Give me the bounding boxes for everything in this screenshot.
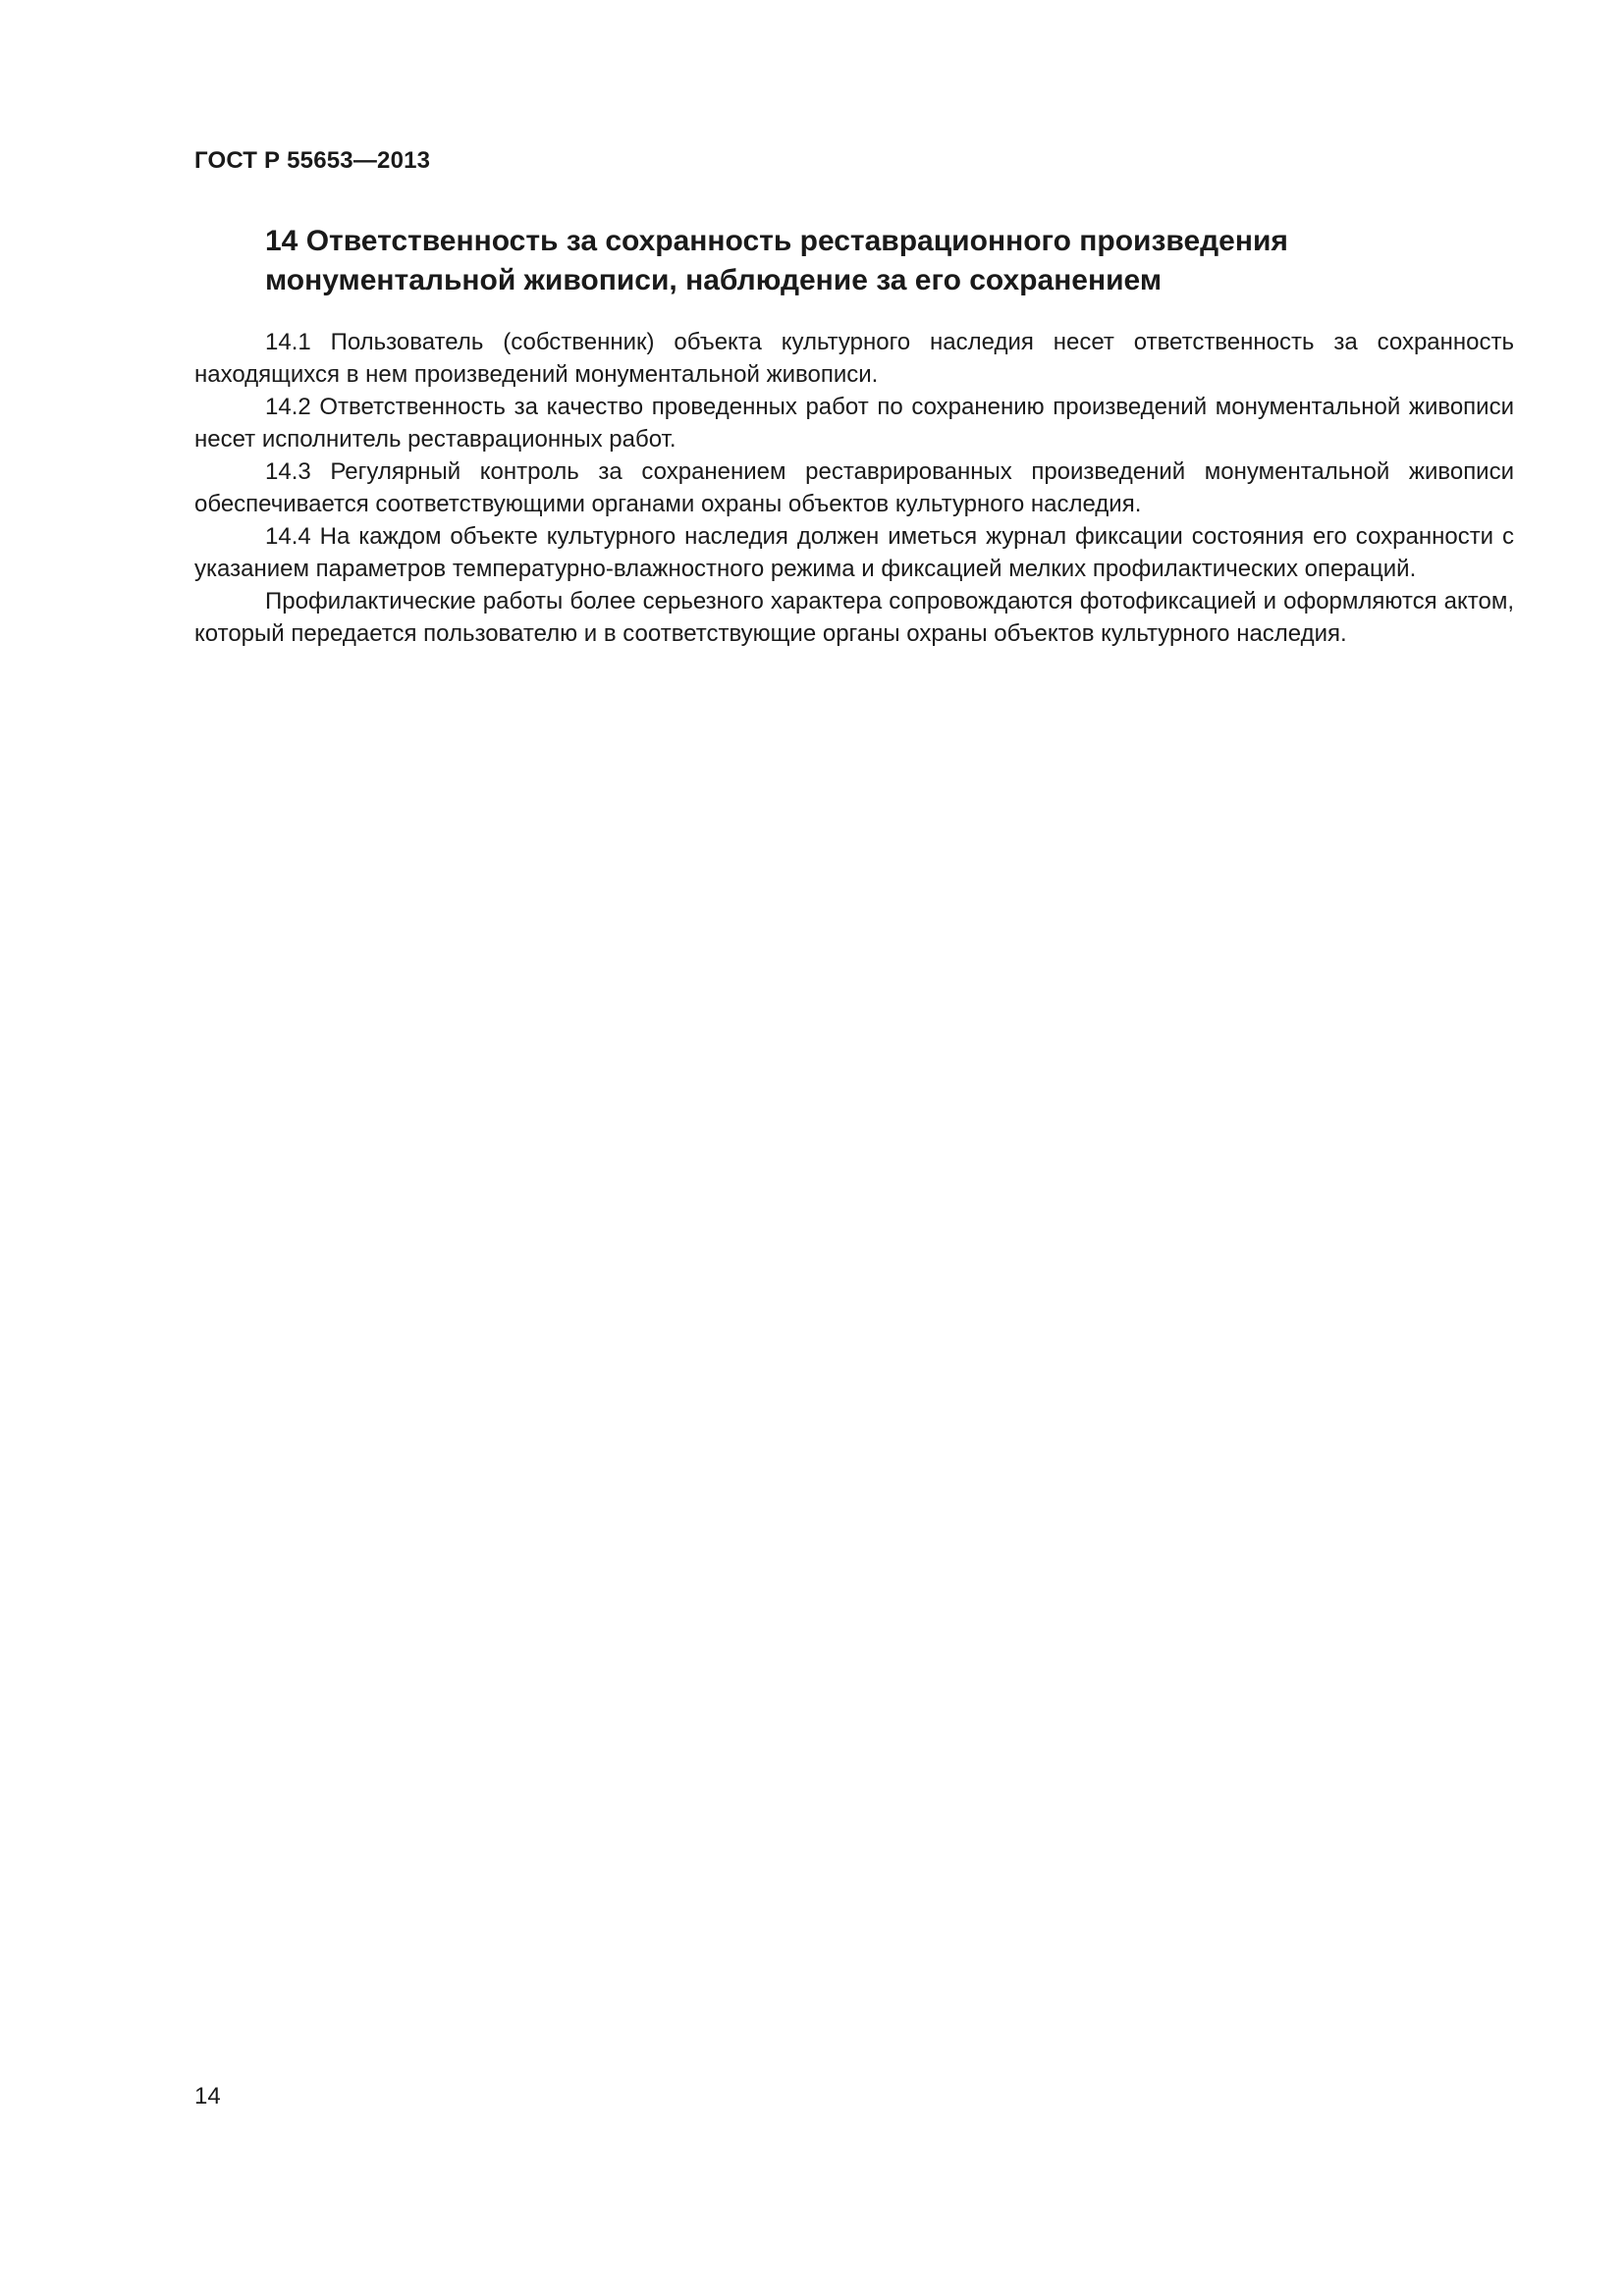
paragraph-14-4: 14.4 На каждом объекте культурного наследия должен иметься журнал фиксации состояния его сохранности с указанием параметров температурно-влажностного режима и фиксацией мелких профилактических операций. bbox=[194, 523, 1514, 582]
page-number: 14 bbox=[194, 2083, 221, 2109]
paragraph-prophylactic-works: Профилактические работы более серьезного характера сопровождаются фотофиксацией и оформляются актом, который передается пользователю и в соответствующие органы охраны объектов культурного наследия. bbox=[194, 588, 1514, 647]
section-body bbox=[194, 326, 1514, 650]
document-code: ГОСТ Р 55653—2013 bbox=[194, 147, 431, 174]
section-title bbox=[265, 222, 1502, 300]
paragraph-14-3: 14.3 Регулярный контроль за сохранением реставрированных произведений монументальной живописи обеспечивается соответствующими органами охраны объектов культурного наследия. bbox=[194, 458, 1514, 517]
section-title-line-1: 14 Ответственность за сохранность реставрационного произведения bbox=[265, 225, 1288, 257]
paragraph-14-1: 14.1 Пользователь (собственник) объекта культурного наследия несет ответственность за сохранность находящихся в нем произведений монументальной живописи. bbox=[194, 329, 1514, 388]
section-title-line-2: монументальной живописи, наблюдение за его сохранением bbox=[265, 264, 1163, 296]
paragraph-14-2: 14.2 Ответственность за качество проведенных работ по сохранению произведений монументальной живописи несет исполнитель реставрационных работ. bbox=[194, 394, 1514, 453]
